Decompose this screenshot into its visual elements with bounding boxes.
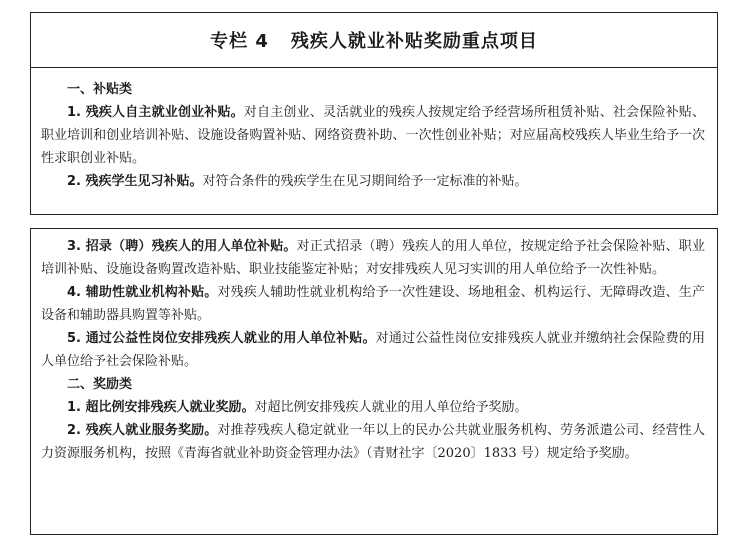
- item-public-welfare-post-subsidy: [41, 327, 705, 373]
- item-employment-service-reward: [41, 419, 705, 465]
- column-content-top: [31, 68, 717, 193]
- column-box-bottom: [30, 228, 718, 535]
- column-box-top: [30, 12, 718, 215]
- item-employer-subsidy: [41, 235, 705, 281]
- item-lead: 3. 招录（聘）残疾人的用人单位补贴。: [67, 239, 297, 254]
- item-body: 对正式招录（聘）残疾人的用人单位，按规定给予社会保险补贴、职业培训补贴、设施设备购置改造补贴、职业技能鉴定补贴；对安排残疾人见习实训的用人单位给予一次性补贴。: [41, 239, 705, 277]
- item-lead: 4. 辅助性就业机构补贴。: [67, 285, 218, 300]
- item-self-employment-subsidy: [41, 101, 705, 170]
- item-body: 对超比例安排残疾人就业的用人单位给予奖励。: [254, 400, 528, 415]
- item-body: 对推荐残疾人稳定就业一年以上的民办公共就业服务机构、劳务派遣公司、经营性人力资源服务机构，按照《青海省就业补助资金管理办法》（青财社字〔2020〕1833 号）规定给予奖励。: [41, 423, 705, 461]
- item-lead: 2. 残疾人就业服务奖励。: [67, 423, 218, 438]
- column-title: [31, 13, 717, 68]
- item-body: 对符合条件的残疾学生在见习期间给予一定标准的补贴。: [202, 174, 528, 189]
- column-content-bottom: [31, 229, 717, 465]
- item-body: 对残疾人辅助性就业机构给予一次性建设、场地租金、机构运行、无障碍改造、生产设备和辅助器具购置等补贴。: [41, 285, 705, 323]
- section-heading-rewards: 二、奖励类: [67, 377, 133, 392]
- item-lead: 2. 残疾学生见习补贴。: [67, 174, 203, 189]
- item-over-quota-reward: [41, 396, 705, 419]
- item-body: 对自主创业、灵活就业的残疾人按规定给予经营场所租赁补贴、社会保险补贴、职业培训和创业培训补贴、设施设备购置补贴、网络资费补助、一次性创业补贴；对应届高校残疾人毕业生给予一次性求职创业补贴。: [41, 105, 705, 166]
- section-heading-subsidies: 一、补贴类: [67, 82, 133, 97]
- item-lead: 1. 超比例安排残疾人就业奖励。: [67, 400, 255, 415]
- item-lead: 5. 通过公益性岗位安排残疾人就业的用人单位补贴。: [67, 331, 376, 346]
- column-title-text: 残疾人就业补贴奖励重点项目: [290, 31, 538, 52]
- item-auxiliary-employment-subsidy: [41, 281, 705, 327]
- item-student-internship-subsidy: [41, 170, 705, 193]
- column-number: 专栏 4: [210, 31, 269, 52]
- item-body: 对通过公益性岗位安排残疾人就业并缴纳社会保险费的用人单位给予社会保险补贴。: [41, 331, 705, 369]
- item-lead: 1. 残疾人自主就业创业补贴。: [67, 105, 244, 120]
